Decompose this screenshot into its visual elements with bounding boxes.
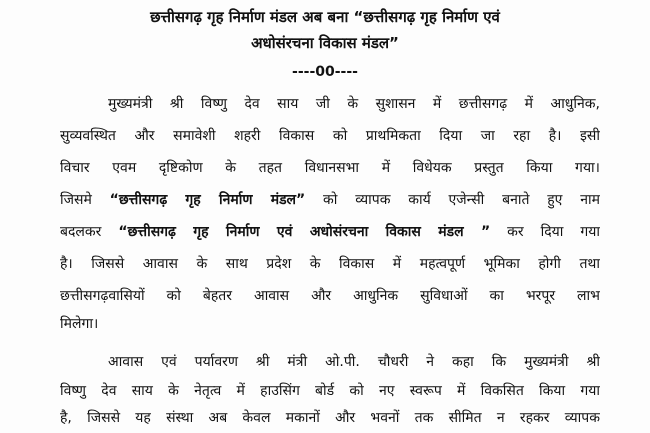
paragraph-1-line-4 xyxy=(60,188,600,212)
paragraph-1-line-1: मुख्यमंत्री श्री विष्णु देव साय जी के सुशासन में छत्तीसगढ़ में आधुनिक, xyxy=(108,96,600,112)
paragraph-1-line-3: विचार एवम दृष्टिकोण के तहत विधानसभा में विधेयक प्रस्तुत किया गया। xyxy=(60,160,600,176)
paragraph-2-line-3: है, जिससे यह संस्था अब केवल मकानों और भवनों तक सीमित न रहकर व्यापक xyxy=(60,410,600,426)
paragraph-2-line-1: आवास एवं पर्यावरण श्री मंत्री ओ.पी. चौधरी ने कहा कि मुख्यमंत्री श्री xyxy=(108,354,600,370)
paragraph-1-line-6: है। जिससे आवास के साथ प्रदेश के विकास में महत्वपूर्ण भूमिका होगी तथा xyxy=(60,256,600,272)
paragraph-1-line-4-end: को व्यापक कार्य एजेन्सी बनाते हुए नाम xyxy=(323,192,600,208)
document-title-line-1: छत्तीसगढ़ गृह निर्माण मंडल अब बना “छत्तीसगढ़ गृह निर्माण एवं xyxy=(150,8,500,26)
paragraph-1-line-2: सुव्यवस्थित और समावेशी शहरी विकास को प्राथमिकता दिया जा रहा है। इसी xyxy=(60,128,600,144)
old-board-name: “छत्तीसगढ़ गृह निर्माण मंडल” xyxy=(109,192,306,208)
paragraph-1-line-8: मिलेगा। xyxy=(60,316,99,332)
new-board-name: “छत्तीसगढ़ गृह निर्माण एवं अधोसंरचना विकास मंडल ” xyxy=(118,224,491,240)
paragraph-1-line-5-start: बदलकर xyxy=(60,224,102,240)
paragraph-1-line-4-start: जिसमे xyxy=(60,192,92,208)
paragraph-1-line-5 xyxy=(60,220,600,244)
paragraph-1-line-5-end: कर दिया गया xyxy=(507,224,600,240)
paragraph-2-line-2: विष्णु देव साय के नेतृत्व में हाउसिंग बोर्ड को नए स्वरूप में विकसित किया गया xyxy=(60,383,600,399)
document-title-line-2: अधोसंरचना विकास मंडल” xyxy=(251,34,399,52)
paragraph-1-line-7: छत्तीसगढ़वासियों को बेहतर आवास और आधुनिक सुविधाओं का भरपूर लाभ xyxy=(60,288,600,304)
title-separator: ----00---- xyxy=(292,64,358,80)
